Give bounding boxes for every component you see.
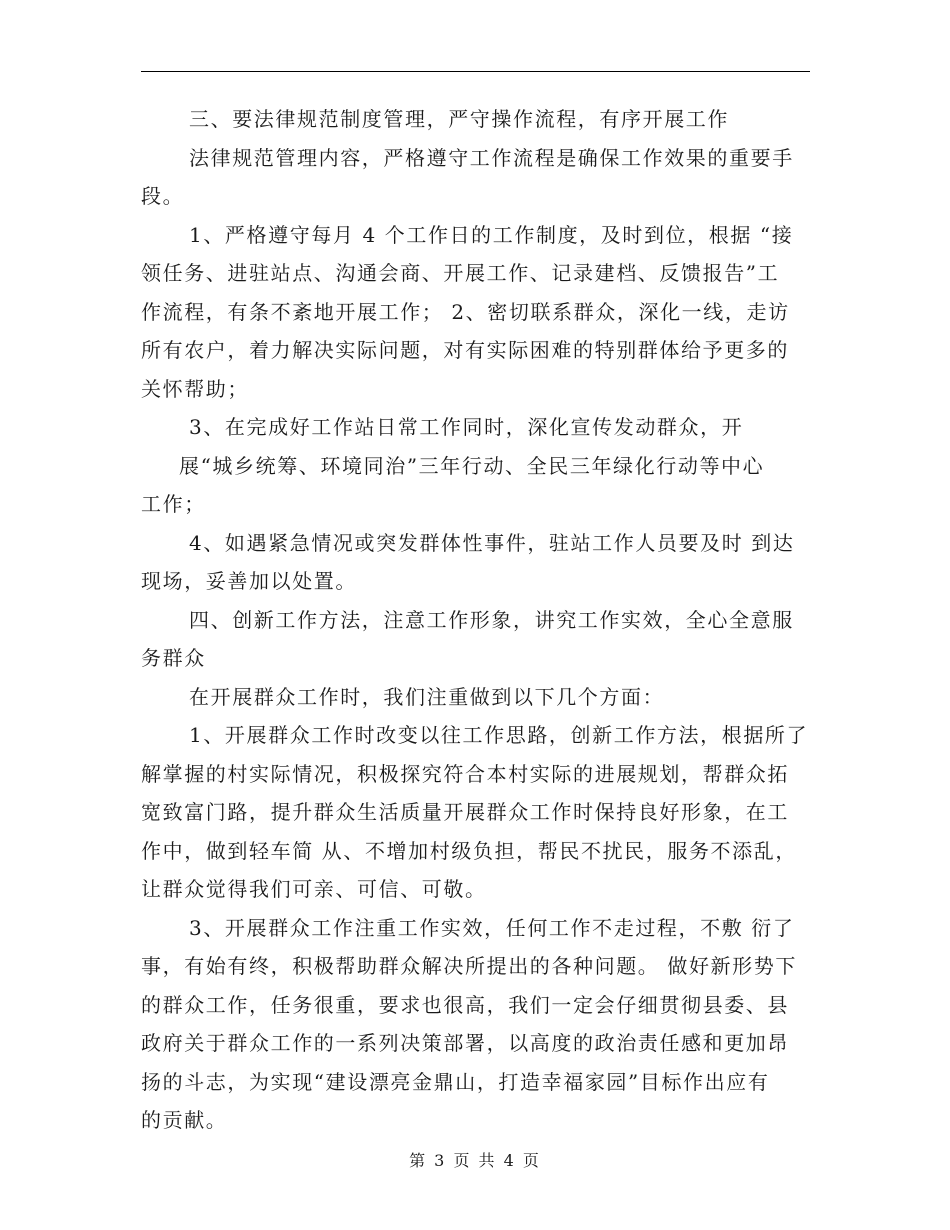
text-line: 的群众工作，任务很重，要求也很高，我们一定会仔细贯彻县委、县	[141, 992, 789, 1017]
text-line: 三、要法律规范制度管理，严守操作流程，有序开展工作	[189, 107, 729, 131]
header-rule	[141, 71, 810, 72]
text-line: 四、创新工作方法，注意工作形象，讲究工作实效，全心全意服	[189, 607, 794, 632]
text-line: 展“城乡统筹、环境同治”三年行动、全民三年绿化行动等中心	[179, 453, 765, 478]
text-line: 关怀帮助；	[141, 376, 249, 401]
text-line: 3、开展群众工作注重工作实效，任何工作不走过程，不敷 衍了	[189, 915, 795, 940]
text-line: 务群众	[141, 646, 206, 670]
text-line: 4、如遇紧急情况或突发群体性事件，驻站工作人员要及时 到达	[189, 530, 795, 555]
text-line: 1、严格遵守每月 4 个工作日的工作制度，及时到位，根据 “接	[189, 222, 794, 247]
text-line: 现场，妥善加以处置。	[141, 569, 357, 593]
text-line: 政府关于群众工作的一系列决策部署，以高度的政治责任感和更加昂	[141, 1031, 789, 1055]
page-number: 第 3 页 共 4 页	[409, 1151, 541, 1170]
text-line: 3、在完成好工作站日常工作同时，深化宣传发动群众，开	[189, 415, 744, 439]
text-line: 法律规范管理内容，严格遵守工作流程是确保工作效果的重要手	[189, 145, 794, 170]
text-line: 所有农户，着力解决实际问题，对有实际困难的特别群体给予更多的	[141, 338, 789, 362]
text-line: 事，有始有终，积极帮助群众解决所提出的各种问题。 做好新形势下	[141, 954, 797, 978]
text-line: 让群众觉得我们可亲、可信、可敬。	[141, 877, 487, 901]
text-line: 宽致富门路，提升群众生活质量开展群众工作时保持良好形象，在工	[141, 800, 789, 824]
document-body	[141, 100, 809, 1140]
text-line: 领任务、进驻站点、沟通会商、开展工作、记录建档、反馈报告”工	[141, 261, 780, 285]
text-line: 作流程，有条不紊地开展工作； 2、密切联系群众，深化一线，走访	[141, 299, 790, 324]
text-line: 在开展群众工作时，我们注重做到以下几个方面：	[189, 684, 665, 709]
text-line: 的贡献。	[141, 1108, 228, 1132]
text-line: 作中，做到轻车简 从、不增加村级负担，帮民不扰民，服务不添乱，	[141, 838, 797, 863]
text-line: 1、开展群众工作时改变以往工作思路，创新工作方法，根据所了	[189, 723, 809, 747]
text-line: 工作；	[141, 492, 206, 516]
text-line: 扬的斗志，为实现“建设漂亮金鼎山，打造幸福家园”目标作出应有	[141, 1069, 770, 1094]
text-line: 段。	[141, 184, 185, 208]
text-line: 解掌握的村实际情况，积极探究符合本村实际的进展规划，帮群众拓	[141, 761, 789, 786]
